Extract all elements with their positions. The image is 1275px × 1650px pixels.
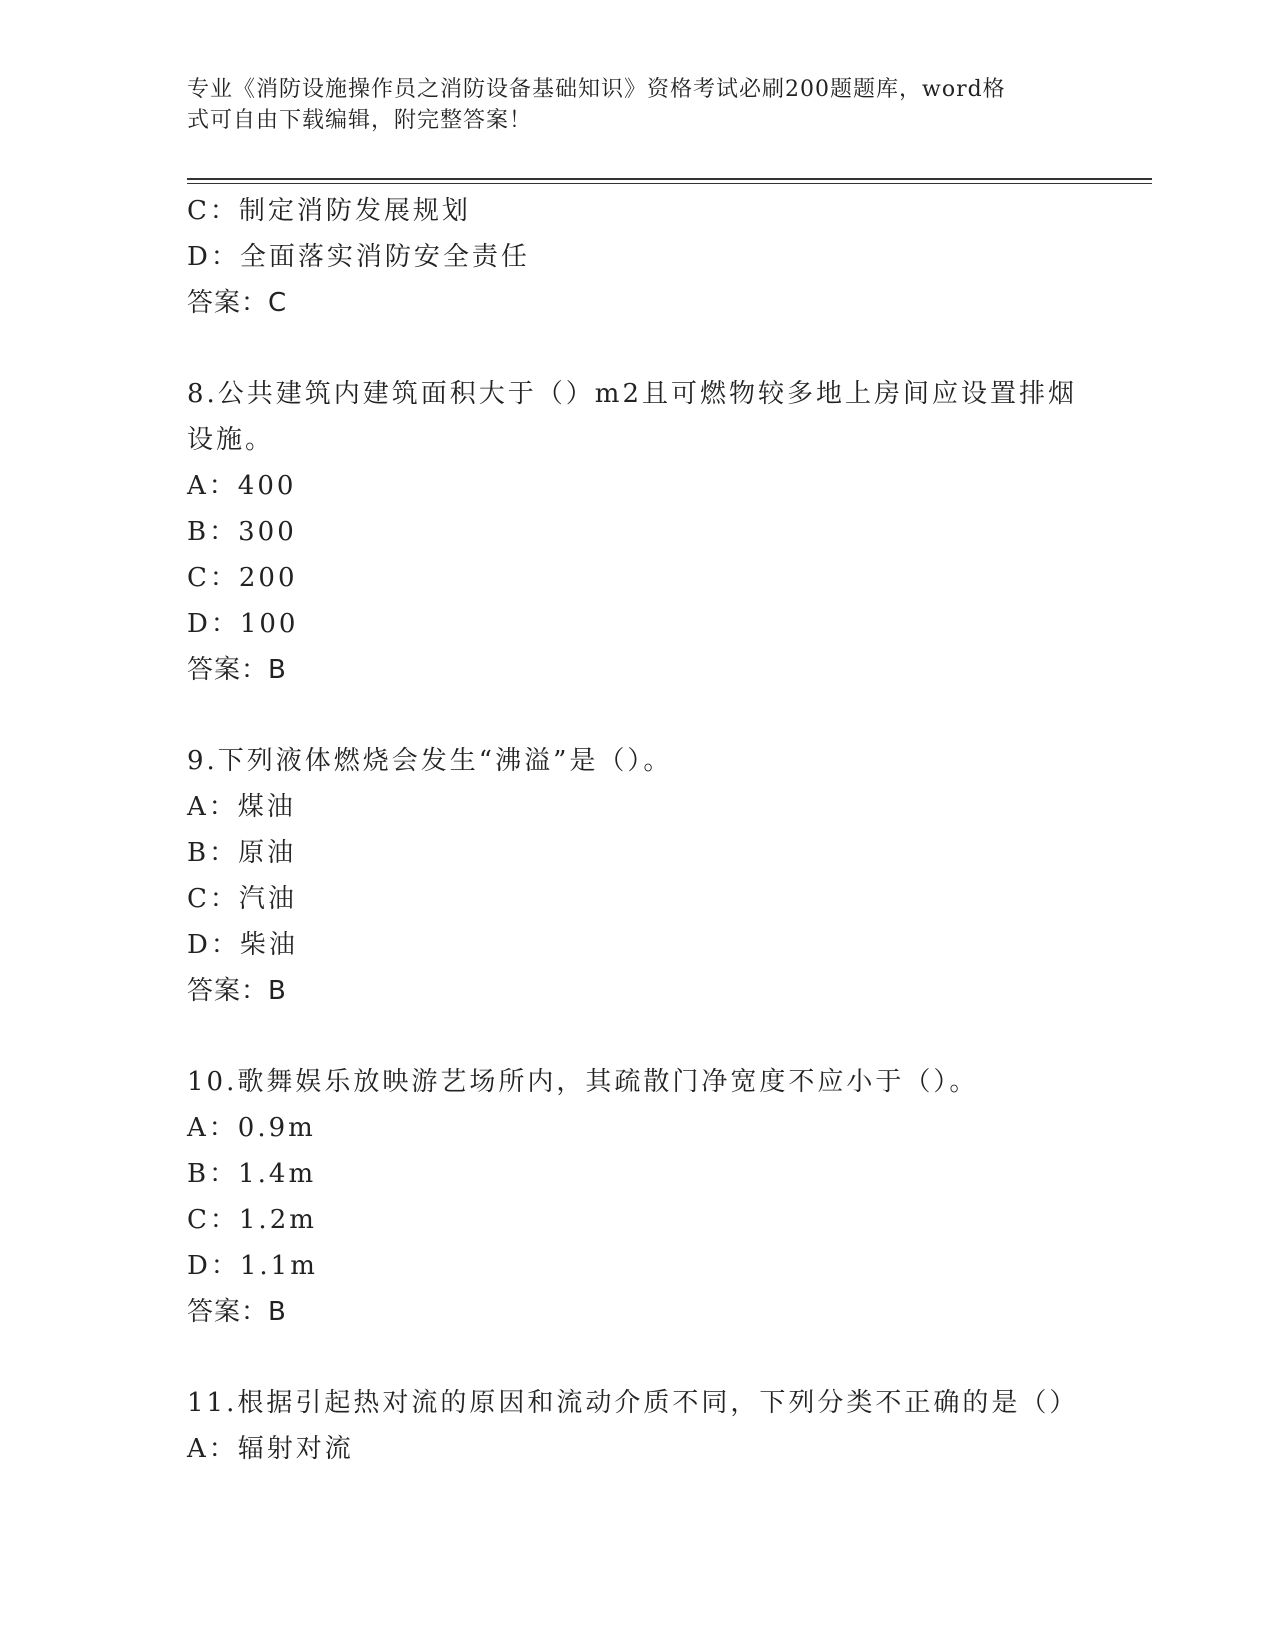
q9-option-b: B：原油: [187, 838, 297, 868]
q11-question: 11.根据引起热对流的原因和流动介质不同，下列分类不正确的是（）: [187, 1388, 1079, 1418]
spacer: [187, 693, 1087, 738]
q9-question: 9.下列液体燃烧会发生“沸溢”是（）。: [187, 746, 673, 776]
question-10-block: [187, 1059, 1087, 1335]
q9-answer: 答案：B: [187, 976, 287, 1006]
header-line-2: 式可自由下载编辑，附完整答案！: [187, 108, 533, 133]
spacer: [187, 1335, 1087, 1380]
q11-option-a: A：辐射对流: [187, 1434, 354, 1464]
spacer: [187, 326, 1087, 371]
q8-question-line-1: 8.公共建筑内建筑面积大于（）m2且可燃物较多地上房间应设置排烟: [187, 379, 1078, 409]
q10-option-d: D：1.1m: [187, 1251, 318, 1281]
q8-option-a: A：400: [187, 471, 297, 501]
q10-option-c: C：1.2m: [187, 1205, 317, 1235]
q9-option-c: C：汽油: [187, 884, 297, 914]
q8-answer: 答案：B: [187, 655, 287, 685]
question-7-block: [187, 188, 1087, 326]
q10-option-a: A：0.9m: [187, 1113, 316, 1143]
q7-option-d: D：全面落实消防安全责任: [187, 242, 530, 272]
q10-question: 10.歌舞娱乐放映游艺场所内，其疏散门净宽度不应小于（）。: [187, 1067, 979, 1097]
spacer: [187, 1014, 1087, 1059]
q9-option-a: A：煤油: [187, 792, 296, 822]
q9-option-d: D：柴油: [187, 930, 298, 960]
question-list: [187, 188, 1087, 1472]
q8-option-d: D：100: [187, 609, 299, 639]
question-11-block: [187, 1380, 1087, 1472]
q7-option-c: C：制定消防发展规划: [187, 196, 471, 226]
q7-answer: 答案：C: [187, 288, 288, 318]
q8-option-c: C：200: [187, 563, 298, 593]
q8-option-b: B：300: [187, 517, 297, 547]
q10-answer: 答案：B: [187, 1297, 287, 1327]
header-divider-thin: [187, 183, 1152, 184]
header-line-1: 专业《消防设施操作员之消防设备基础知识》资格考试必刷200题题库，word格: [187, 77, 1006, 102]
q10-option-b: B：1.4m: [187, 1159, 317, 1189]
header-divider-thick: [187, 178, 1152, 180]
question-8-block: [187, 371, 1087, 693]
q8-question-line-2: 设施。: [187, 425, 275, 455]
question-9-block: [187, 738, 1087, 1014]
document-header: [187, 74, 1067, 136]
